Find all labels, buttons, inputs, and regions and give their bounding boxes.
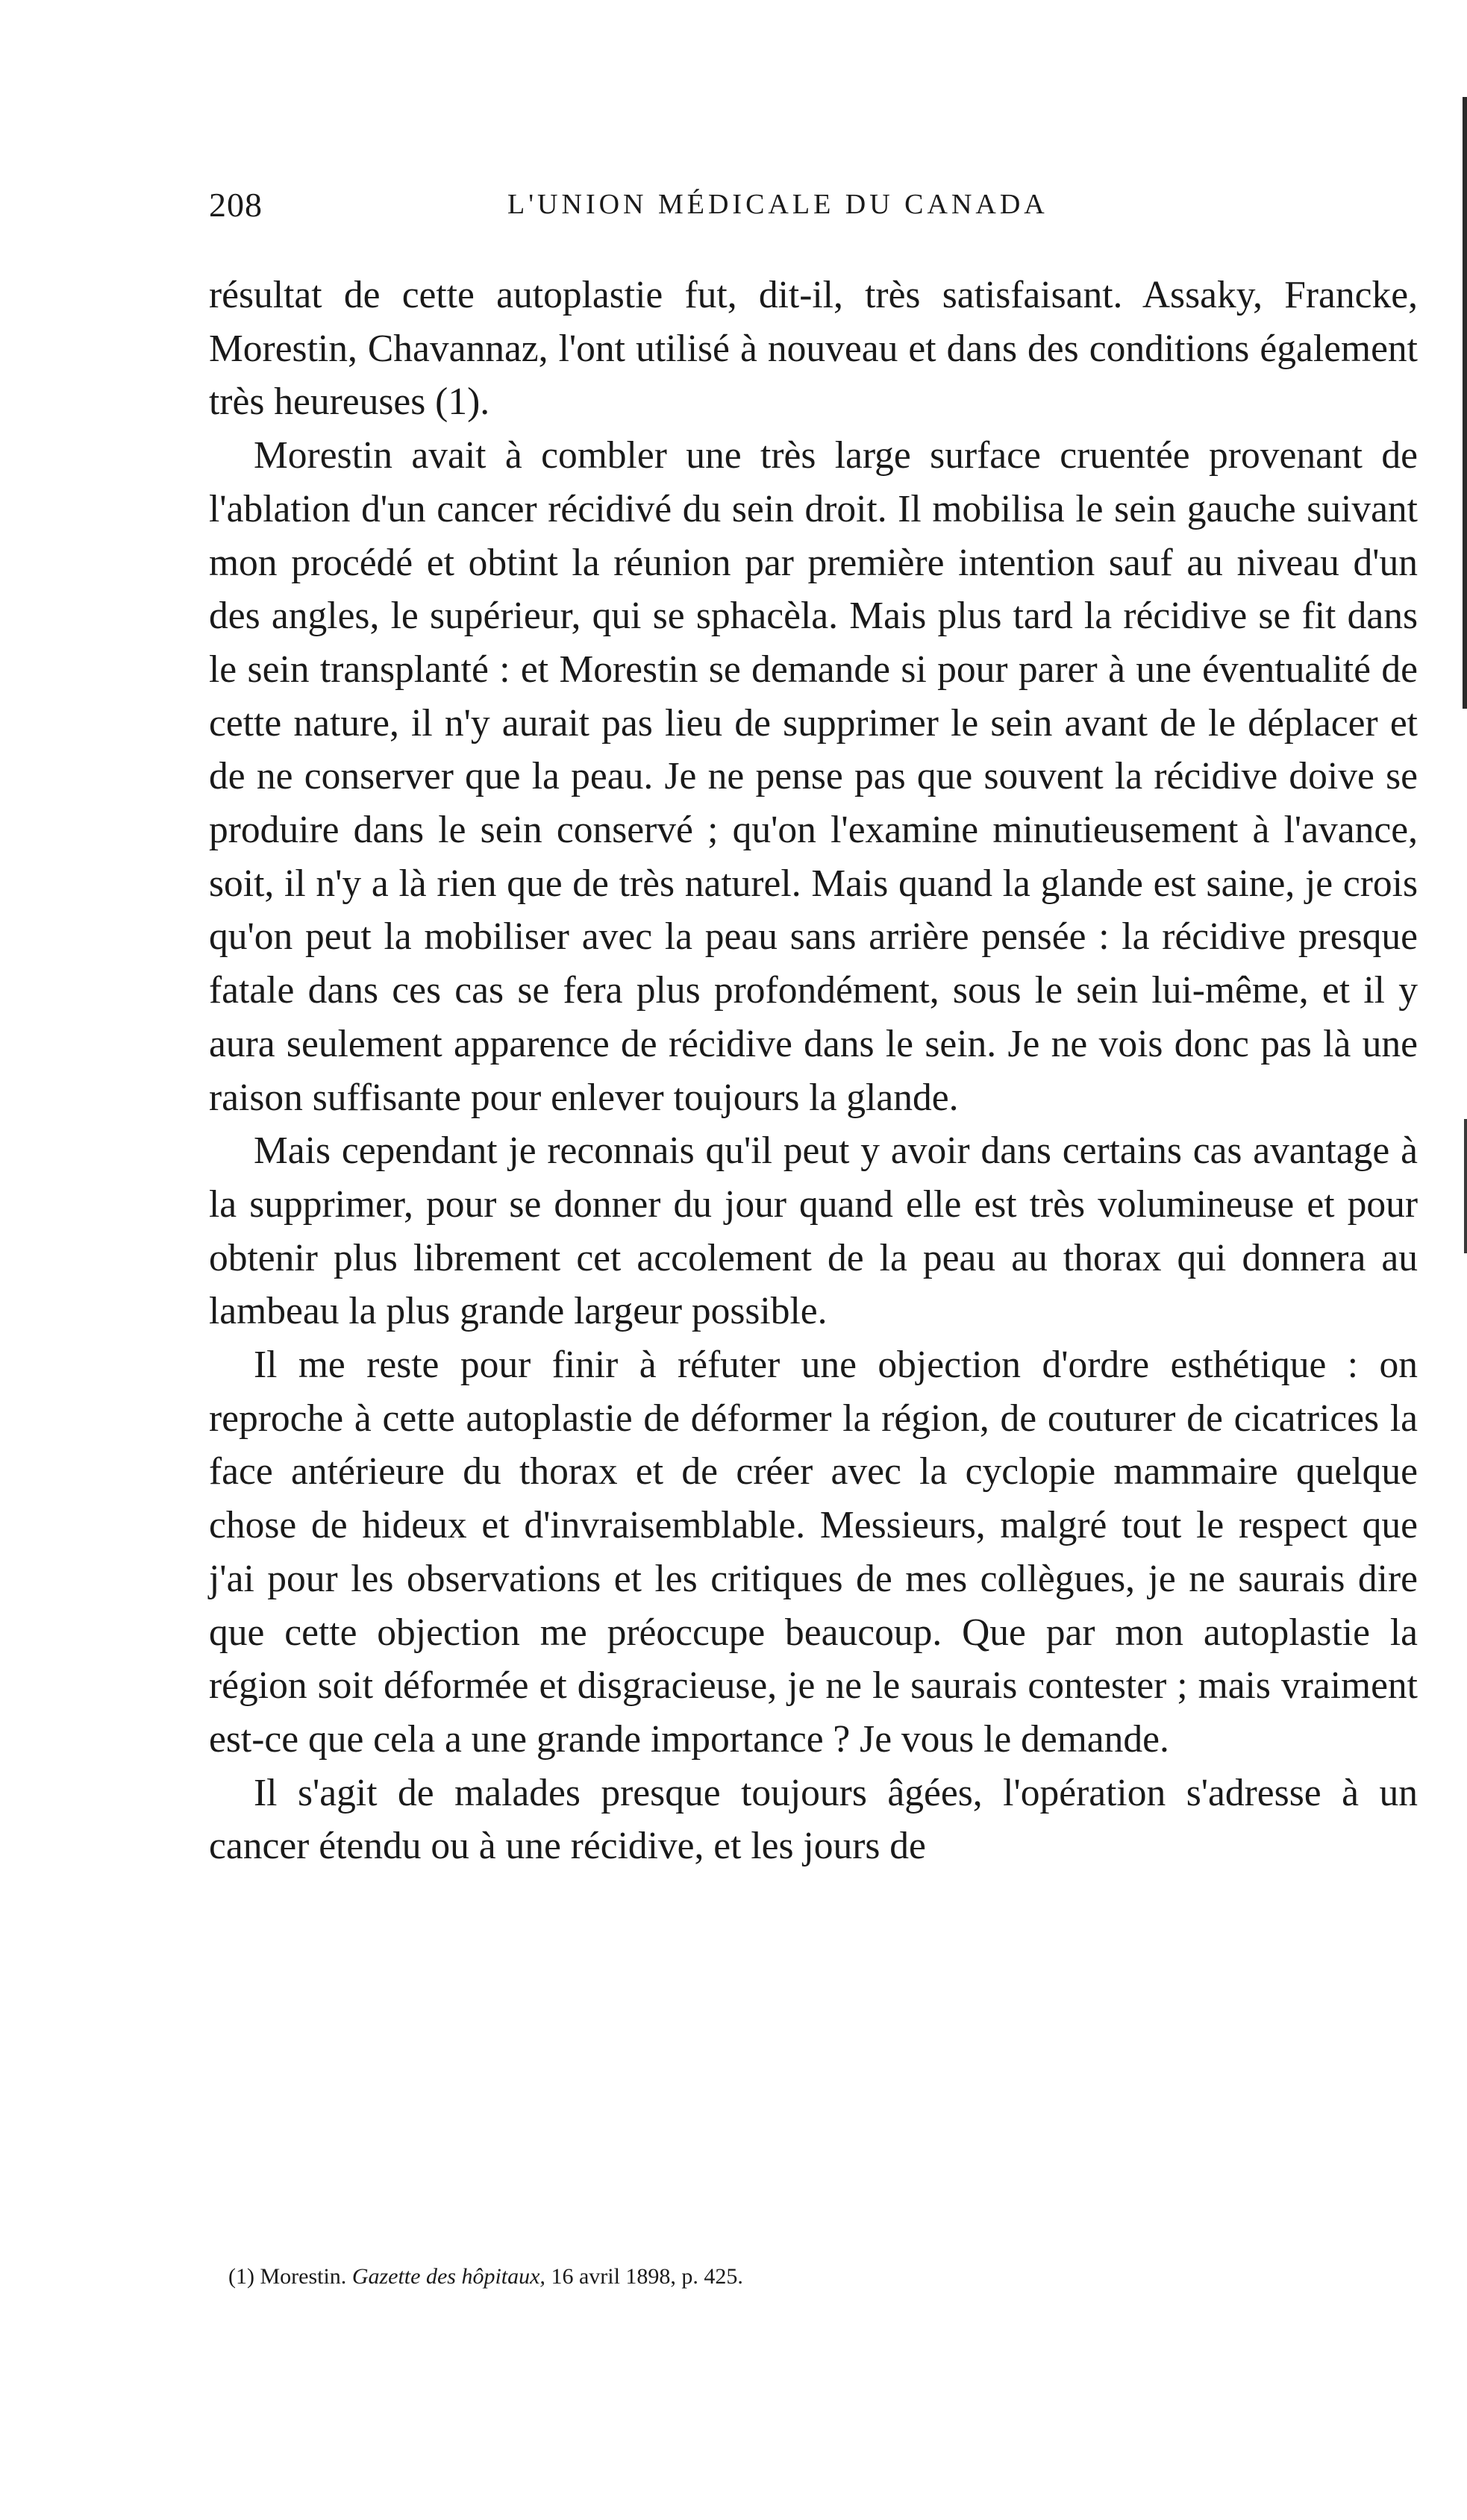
running-title: L'UNION MÉDICALE DU CANADA bbox=[507, 189, 1048, 220]
paragraph-1: résultat de cette autoplastie fut, dit-il, très satisfaisant. Assaky, Francke, Morestin, Chavannaz, l'ont utilisé à nouveau et dans des conditions également très heureuses (1). bbox=[209, 274, 1418, 424]
paragraph-4: Il me reste pour finir à réfuter une objection d'ordre esthétique : on reproche à cette autoplastie de déformer la région, de couturer de cicatrices la face antérieure du thorax et de créer avec la cyclopie mammaire quelque chose de hideux et d'invraisemblable. Messieurs, malgré tout le respect que j'ai pour les observations et les critiques de mes collègues, je ne saurais dire que cette objection me préoccupe beaucoup. Que par mon autoplastie la région soit déformée et disgracieuse, je ne le saurais contester ; mais vraiment est-ce que cela a une grande importance ? Je vous le demande. bbox=[209, 1344, 1418, 1761]
body-text bbox=[209, 269, 1418, 1873]
scan-edge-mark bbox=[1464, 1119, 1467, 1253]
footnote-source: Gazette des hôpitaux, bbox=[351, 2264, 545, 2289]
footnote-author: Morestin. bbox=[260, 2264, 347, 2289]
scan-edge-shadow bbox=[1463, 97, 1467, 709]
page-header bbox=[209, 185, 1418, 230]
footnote-details: 16 avril 1898, p. 425. bbox=[551, 2264, 743, 2289]
page-number: 208 bbox=[209, 186, 263, 224]
paragraph-3: Mais cependant je reconnais qu'il peut y avoir dans certains cas avantage à la supprimer, pour se donner du jour quand elle est très volumineuse et pour obtenir plus librement cet accolement de la peau au thorax qui donnera au lambeau la plus grande largeur possible. bbox=[209, 1129, 1418, 1333]
footnote bbox=[228, 2262, 1407, 2292]
paragraph-2: Morestin avait à combler une très large surface cruentée provenant de l'ablation d'un cancer récidivé du sein droit. Il mobilisa le sein gauche suivant mon procédé et obtint la réunion par première intention sauf au niveau d'un des angles, le supérieur, qui se sphacèla. Mais plus tard la récidive se fit dans le sein transplanté : et Morestin se demande si pour parer à une éventualité de cette nature, il n'y aurait pas lieu de supprimer le sein avant de le déplacer et de ne conserver que la peau. Je ne pense pas que souvent la récidive doive se produire dans le sein conservé ; qu'on l'examine minutieusement à l'avance, soit, il n'y a là rien que de très naturel. Mais quand la glande est saine, je crois qu'on peut la mobiliser avec la peau sans arrière pensée : la récidive presque fatale dans ces cas se fera plus profondément, sous le sein lui-même, et il y aura seulement apparence de récidive dans le sein. Je ne vois donc pas là une raison suffisante pour enlever toujours la glande. bbox=[209, 434, 1418, 1119]
footnote-marker: (1) bbox=[228, 2264, 254, 2289]
paragraph-5: Il s'agit de malades presque toujours âgées, l'opération s'adresse à un cancer étendu ou à une récidive, et les jours de bbox=[209, 1771, 1418, 1868]
